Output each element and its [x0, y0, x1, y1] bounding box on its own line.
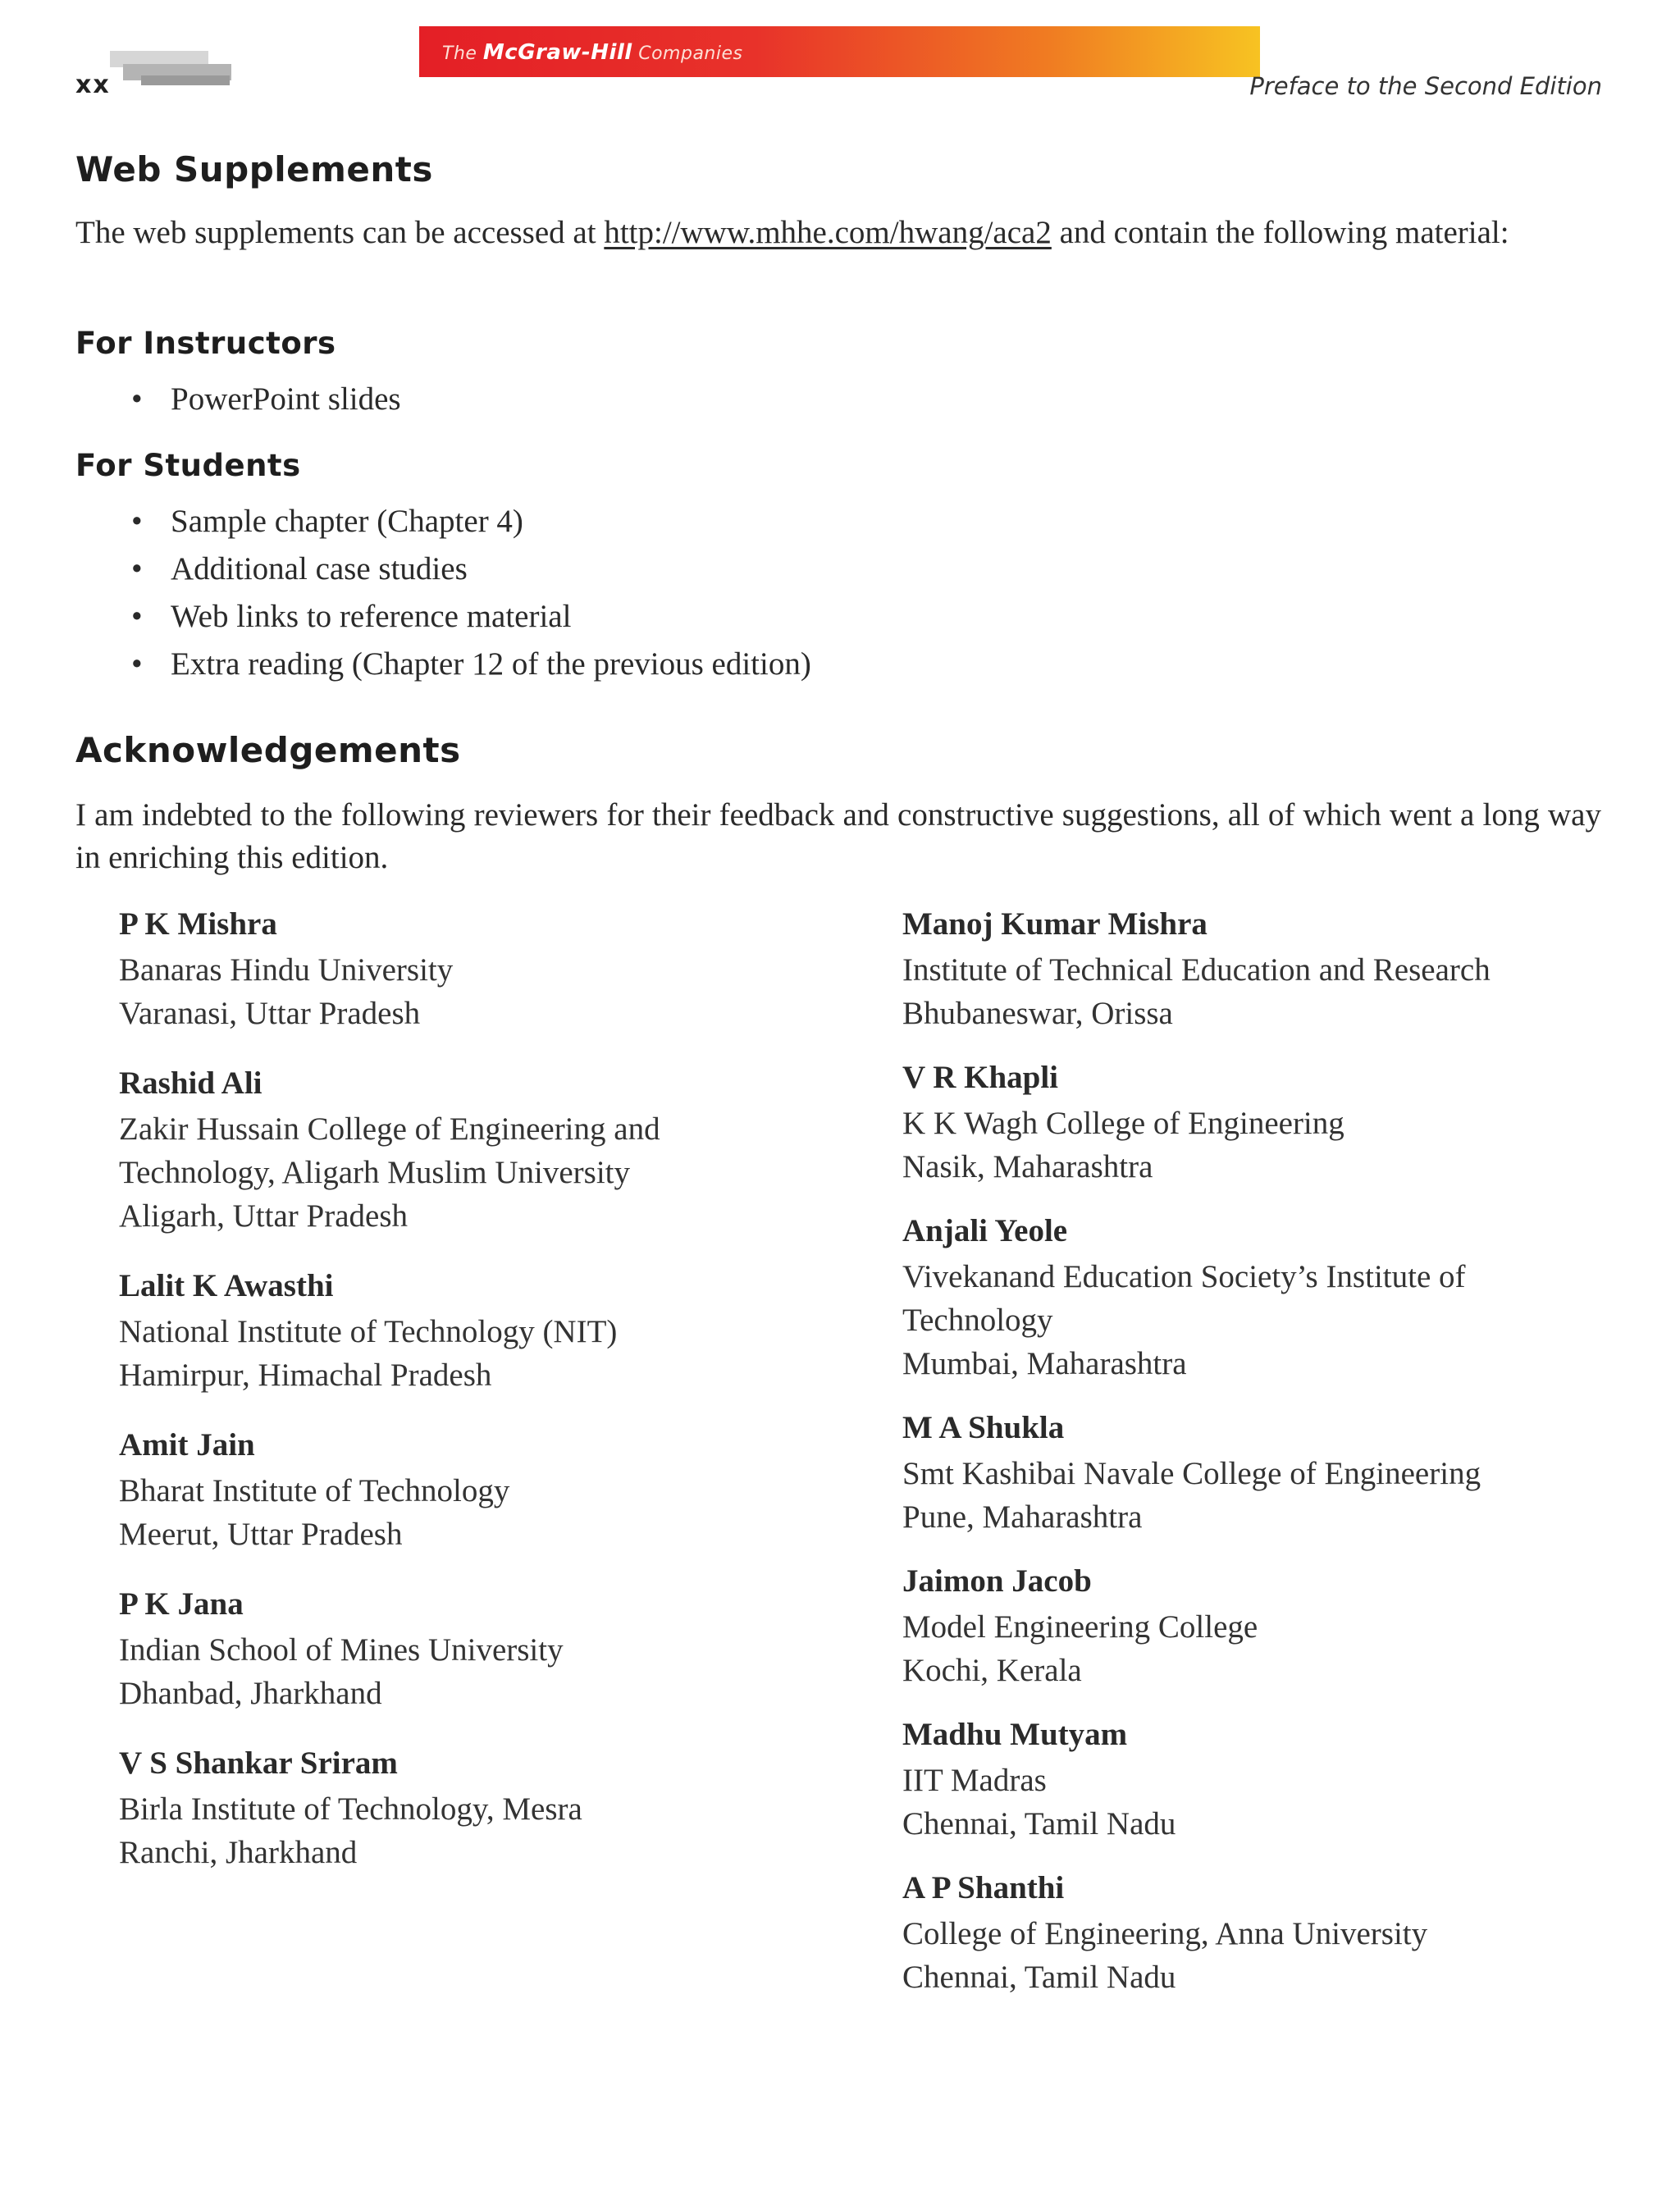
- reviewer-affiliation: National Institute of Technology (NIT): [119, 1314, 618, 1349]
- reviewer-location: Mumbai, Maharashtra: [902, 1346, 1187, 1381]
- reviewer-name: A P Shanthi: [902, 1870, 1065, 1905]
- web-supplements-heading: Web Supplements: [75, 149, 433, 189]
- supplements-url-link[interactable]: http://www.mhhe.com/hwang/aca2: [604, 215, 1052, 250]
- reviewer-entry: [902, 1711, 1624, 1846]
- reviewer-name: Madhu Mutyam: [902, 1717, 1128, 1752]
- reviewer-entry: [902, 1558, 1624, 1692]
- reviewer-entry: [119, 1740, 841, 1874]
- reviewer-name: Anjali Yeole: [902, 1213, 1068, 1248]
- reviewer-name: P K Mishra: [119, 906, 277, 942]
- reviewer-location: Varanasi, Uttar Pradesh: [119, 996, 421, 1031]
- reviewer-location: Meerut, Uttar Pradesh: [119, 1517, 403, 1552]
- reviewer-name: V S Shankar Sriram: [119, 1746, 398, 1781]
- reviewer-location: Chennai, Tamil Nadu: [902, 1960, 1176, 1995]
- reviewer-location: Chennai, Tamil Nadu: [902, 1806, 1176, 1841]
- reviewer-location: Kochi, Kerala: [902, 1653, 1082, 1688]
- list-item: • PowerPoint slides: [131, 376, 401, 423]
- reviewer-affiliation: Zakir Hussain College of Engineering and: [119, 1111, 660, 1147]
- reviewer-location: Hamirpur, Himachal Pradesh: [119, 1358, 492, 1393]
- list-item: • Web links to reference material: [131, 593, 811, 641]
- reviewer-entry: [902, 1404, 1624, 1539]
- reviewer-name: Jaimon Jacob: [902, 1563, 1092, 1599]
- logo-prefix: The: [442, 43, 483, 64]
- reviewer-affiliation: Birla Institute of Technology, Mesra: [119, 1791, 582, 1827]
- reviewer-affiliation: Banaras Hindu University: [119, 952, 454, 988]
- reviewer-location: Dhanbad, Jharkhand: [119, 1676, 382, 1711]
- reviewer-name: P K Jana: [119, 1586, 244, 1622]
- reviewer-entry: [119, 901, 841, 1035]
- reviewer-entry: [902, 1864, 1624, 1999]
- reviewer-name: M A Shukla: [902, 1410, 1065, 1445]
- reviewer-affiliation: Institute of Technical Education and Research: [902, 952, 1491, 988]
- acknowledgements-intro: I am indebted to the following reviewers for their feedback and constructive suggestions, all of which went a long way in enriching this edition.: [75, 797, 1601, 875]
- reviewer-entry: [119, 1262, 841, 1397]
- reviewer-affiliation: Technology: [902, 1303, 1053, 1338]
- reviewer-affiliation: K K Wagh College of Engineering: [902, 1106, 1344, 1141]
- reviewer-affiliation: Vivekanand Education Society’s Institute of: [902, 1259, 1466, 1294]
- running-title: Preface to the Second Edition: [1249, 72, 1602, 100]
- reviewer-name: Rashid Ali: [119, 1066, 262, 1101]
- reviewer-location: Pune, Maharashtra: [902, 1499, 1143, 1535]
- reviewer-entry: [902, 1207, 1624, 1385]
- reviewer-entry: [119, 1581, 841, 1715]
- logo-suffix: Companies: [632, 43, 743, 64]
- header-decoration-bar: [141, 75, 230, 85]
- reviewer-location: Aligarh, Uttar Pradesh: [119, 1198, 408, 1234]
- reviewer-entry: [902, 1054, 1624, 1189]
- reviewer-location: Bhubaneswar, Orissa: [902, 996, 1173, 1031]
- publisher-banner: [419, 26, 1260, 77]
- list-item: • Extra reading (Chapter 12 of the previous edition): [131, 641, 811, 688]
- acknowledgements-heading: Acknowledgements: [75, 730, 461, 770]
- reviewer-entry: [902, 901, 1624, 1035]
- reviewers-right-column: [902, 901, 1624, 1999]
- list-item: • Sample chapter (Chapter 4): [131, 498, 811, 545]
- logo-brand: McGraw-Hill: [482, 40, 632, 65]
- page-number: xx: [75, 71, 111, 99]
- reviewer-affiliation: Indian School of Mines University: [119, 1632, 564, 1668]
- web-supplements-intro: [75, 212, 1601, 254]
- for-instructors-heading: For Instructors: [75, 326, 336, 361]
- instructors-list: [131, 376, 401, 423]
- reviewers-left-column: [119, 901, 841, 1874]
- reviewer-affiliation: IIT Madras: [902, 1763, 1047, 1798]
- reviewer-entry: [119, 1060, 841, 1238]
- intro-text-before: The web supplements can be accessed at: [75, 215, 605, 250]
- reviewer-name: Manoj Kumar Mishra: [902, 906, 1208, 942]
- reviewer-affiliation: Model Engineering College: [902, 1609, 1258, 1645]
- reviewer-entry: [119, 1422, 841, 1556]
- reviewer-location: Ranchi, Jharkhand: [119, 1835, 358, 1870]
- for-students-heading: For Students: [75, 448, 301, 483]
- reviewer-affiliation: Smt Kashibai Navale College of Engineering: [902, 1456, 1481, 1491]
- reviewer-name: V R Khapli: [902, 1060, 1059, 1095]
- publisher-logo: [442, 40, 742, 65]
- reviewer-affiliation: Bharat Institute of Technology: [119, 1473, 510, 1508]
- reviewer-name: Lalit K Awasthi: [119, 1268, 334, 1303]
- intro-text-after: and contain the following material:: [1051, 215, 1509, 250]
- reviewer-affiliation: Technology, Aligarh Muslim University: [119, 1155, 631, 1190]
- reviewer-location: Nasik, Maharashtra: [902, 1149, 1153, 1184]
- list-item: • Additional case studies: [131, 545, 811, 593]
- reviewer-affiliation: College of Engineering, Anna University: [902, 1916, 1428, 1951]
- students-list: [131, 498, 811, 688]
- reviewer-name: Amit Jain: [119, 1427, 255, 1463]
